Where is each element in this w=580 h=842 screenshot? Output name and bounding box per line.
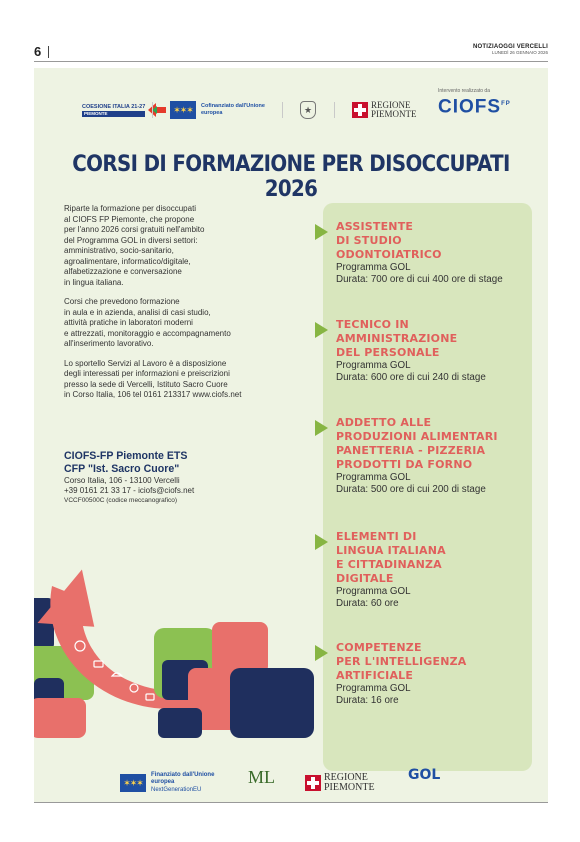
organization-name: CIOFS-FP Piemonte ETS: [64, 450, 188, 462]
eu-cofinanced-logo: ✶✶✶ Cofinanziato dall'Unione europea: [170, 90, 271, 130]
ad-title: CORSI DI FORMAZIONE PER DISOCCUPATI 2026: [72, 152, 510, 202]
course-title: COMPETENZE PER L'INTELLIGENZA ARTIFICIALE: [336, 641, 467, 682]
coesione-arrow-icon: [148, 103, 166, 117]
red-square: [212, 622, 268, 674]
course-program: Programma GOL: [336, 472, 411, 483]
intro-text: [64, 204, 294, 410]
course-item: [336, 641, 531, 707]
eu-flag-icon: ✶✶✶: [120, 774, 146, 792]
phone-email: +39 0161 21 33 17 - iciofs@ciofs.net: [64, 486, 195, 495]
course-program: Programma GOL: [336, 360, 411, 371]
piemonte-shield-icon: [305, 775, 321, 791]
course-duration: Durata: 600 ore di cui 240 di stage: [336, 372, 486, 383]
issue-date: LUNEDÌ 26 GENNAIO 2026: [491, 50, 548, 55]
course-title: ASSISTENTE DI STUDIO ODONTOIATRICO: [336, 220, 442, 261]
newspaper-name: NOTIZIAOGGI VERCELLI: [472, 44, 548, 50]
newspaper-masthead: [473, 44, 548, 55]
course-duration: Durata: 60 ore: [336, 598, 399, 609]
course-program: Programma GOL: [336, 683, 411, 694]
star-emblem-icon: ★: [300, 101, 316, 119]
course-title: ADDETTO ALLE PRODUZIONI ALIMENTARI PANETTERIA - PIZZERIA PRODOTTI DA FORNO: [336, 416, 498, 471]
course-title: TECNICO IN AMMINISTRAZIONE DEL PERSONALE: [336, 318, 458, 359]
bullet-arrow-icon: [315, 534, 328, 550]
advertisement: [34, 68, 548, 802]
course-duration: Durata: 700 ore di cui 400 ore di stage: [336, 274, 503, 285]
red-square: [34, 698, 86, 738]
bullet-arrow-icon: [315, 224, 328, 240]
logo-separator: [152, 102, 153, 118]
intro-paragraph: Corsi che prevedono formazione in aula e in azienda, analisi di casi studio, attività pratiche in laboratori moderni e attrezzati, monitoraggio e accompagnamento all'inserimento lavorativo.: [64, 297, 231, 348]
course-duration: Durata: 500 ore di cui 200 di stage: [336, 484, 486, 495]
piemonte-shield-icon: [352, 102, 368, 118]
course-title: ELEMENTI DI LINGUA ITALIANA E CITTADINANZA DIGITALE: [336, 530, 446, 585]
sponsor-logos-bottom: [34, 768, 548, 798]
course-duration: Durata: 16 ore: [336, 695, 399, 706]
address: Corso Italia, 106 - 13100 Vercelli: [64, 476, 180, 485]
course-program: Programma GOL: [336, 586, 411, 597]
logo-separator: [334, 102, 335, 118]
regione-piemonte-logo: REGIONE PIEMONTE: [352, 90, 427, 130]
decorative-shapes: [34, 518, 324, 768]
center-name: CFP "Ist. Sacro Cuore": [64, 463, 180, 475]
sponsor-logos-top: [34, 90, 548, 130]
header-divider: [48, 46, 49, 58]
header-rule: [34, 61, 548, 62]
intro-paragraph: Riparte la formazione per disoccupati al CIOFS FP Piemonte, che propone per l'anno 2026 corsi gratuiti nell'ambito del Programma GOL in diversi settori: amministrativo, socio-sanitario, agroalimentare, informatico/digitale, alfabetizzazione e conversazione in lingua italiana.: [64, 204, 205, 287]
course-item: [336, 530, 531, 610]
ciofs-fp-logo: Intervento realizzato da $CIOFS^{FP}$: [438, 88, 511, 118]
nextgenerationeu-logo: ✶✶✶ Finanziato dall'Unione europea NextGenerationEU: [120, 768, 223, 798]
bullet-arrow-icon: [315, 645, 328, 661]
coesione-italia-logo: COESIONE ITALIA 21-27 PIEMONTE: [82, 90, 166, 130]
regione-piemonte-logo: REGIONE PIEMONTE: [305, 768, 386, 798]
italian-republic-emblem: [300, 90, 316, 130]
bullet-arrow-icon: [315, 420, 328, 436]
ministero-lavoro-logo: ML: [248, 767, 275, 787]
eu-flag-icon: ✶✶✶: [170, 101, 196, 119]
footer-rule: [34, 802, 548, 803]
course-item: [336, 220, 531, 286]
school-code: VCCF00500C (codice meccanografico): [64, 497, 178, 504]
gol-programme-logo: GOL: [408, 767, 441, 783]
navy-square: [158, 708, 202, 738]
logo-separator: [282, 102, 283, 118]
course-program: Programma GOL: [336, 262, 411, 273]
courses-panel: [323, 203, 532, 771]
course-item: [336, 416, 531, 496]
contact-block: [64, 450, 294, 505]
intro-paragraph: Lo sportello Servizi al Lavoro è a disposizione degli interessati per informazioni e preiscrizioni presso la sede di Vercelli, Istituto Sacro Cuore in Corso Italia, 106 tel 0161 213317 www.ciofs.net: [64, 358, 242, 399]
page-number: 6: [34, 44, 42, 59]
page-header: [34, 44, 548, 62]
course-item: [336, 318, 531, 384]
bullet-arrow-icon: [315, 322, 328, 338]
navy-square: [230, 668, 314, 738]
